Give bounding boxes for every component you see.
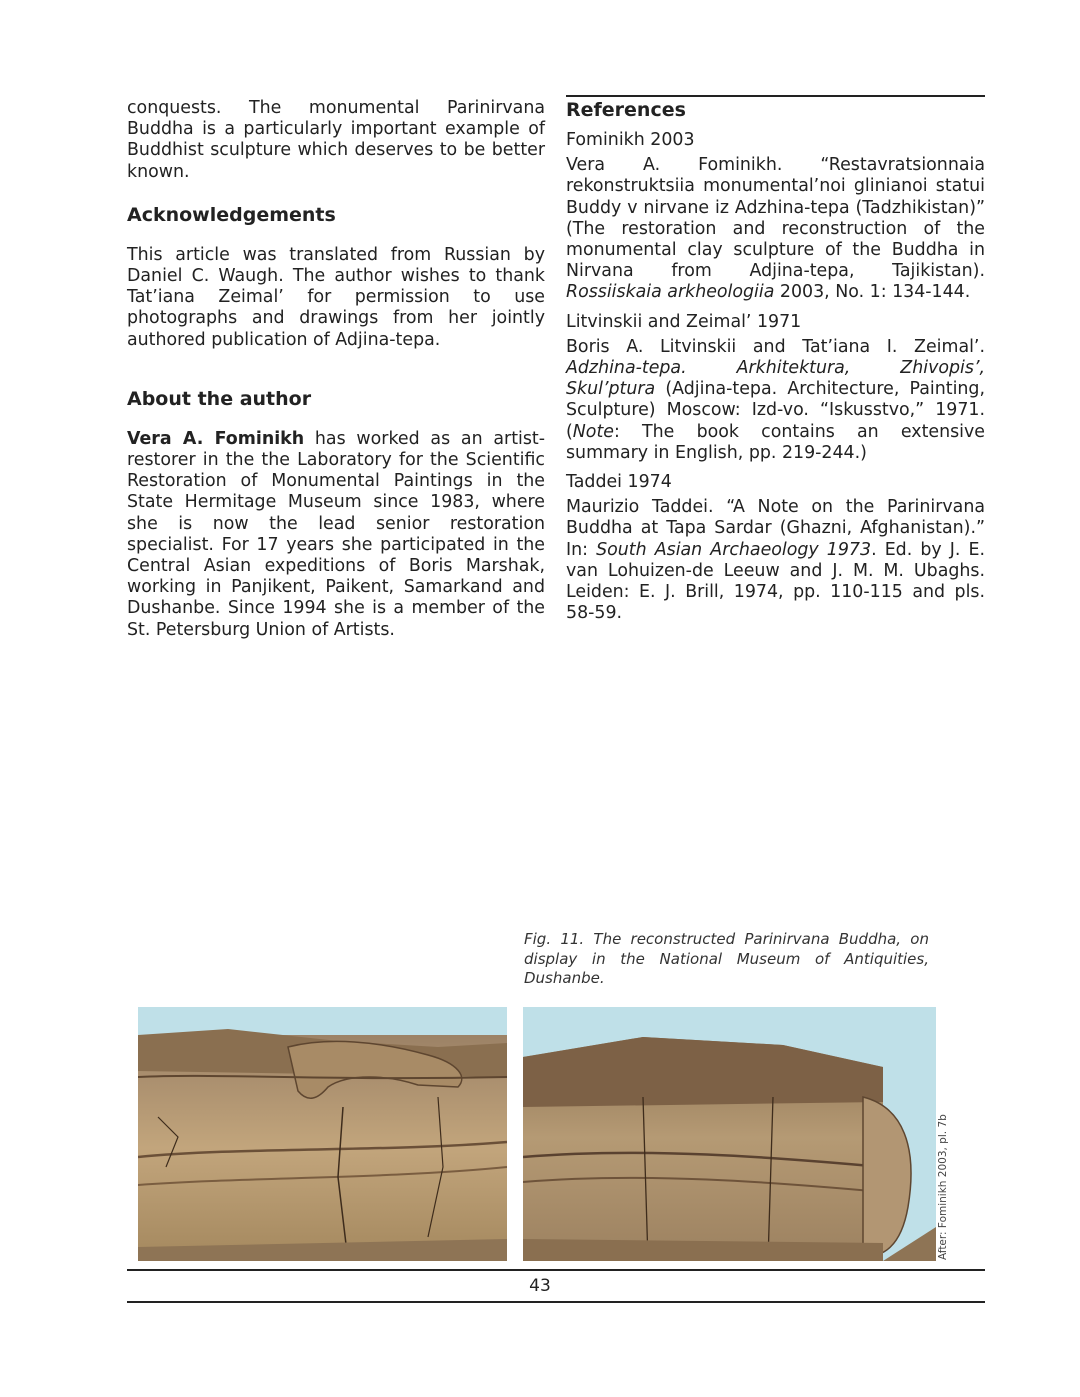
references-heading: References (566, 99, 686, 121)
ref3-text: Maurizio Taddei. “A Note on the Parinirvana Buddha at Tapa Sardar (Ghazni, Afghanistan).” In: (566, 497, 985, 560)
acknowledgements-heading: Acknowledgements (127, 203, 336, 226)
left-column (127, 98, 545, 641)
footer-rule-bottom (127, 1301, 985, 1303)
reference-entry-litvinskii (566, 337, 985, 464)
footer-rule-top (127, 1269, 985, 1271)
reference-key-taddei: Taddei 1974 (566, 472, 672, 493)
ref2-mid: (Adjina-tepa. Architecture, Painting, Sculpture) Moscow: Izd-vo. “Iskusstvo,” 1971. ( (566, 379, 985, 442)
ref3-tail: . Ed. by J. E. van Lohuizen-de Leeuw and J. M. M. Ubaghs. Leiden: E. J. Brill, 1974, pp. 110-115 and pls. 58-59. (566, 539, 986, 624)
page-number: 43 (529, 1276, 551, 1296)
author-bio-paragraph (127, 429, 545, 641)
author-bio-text: has worked as an artist-restorer in the the Laboratory for the Scientific Restoration of Monumental Paintings in the State Hermitage Museum since 1983, where she is now the lead senior restoration specialist. For 17 years she participated in the Central Asian expeditions of Boris Marshak, working in Panjikent, Paikent, Samarkand and Dushanbe. Since 1994 she is a member of the St. Petersburg Union of Artists. (127, 428, 545, 640)
photo-credit-text: After: Fominikh 2003, pl. 7b (937, 1114, 949, 1260)
ref1-tail: 2003, No. 1: 134-144. (774, 282, 971, 303)
right-column (566, 98, 985, 624)
reference-key-litvinskii: Litvinskii and Zeimal’ 1971 (566, 311, 802, 332)
photo-credit (937, 1100, 959, 1260)
ref2-note: Note (572, 421, 614, 442)
buddha-feet-photo (523, 1007, 936, 1261)
top-rule (566, 95, 985, 97)
author-name: Vera A. Fominikh (127, 428, 305, 449)
buddha-hand-photo (138, 1007, 507, 1261)
ref1-text: Vera A. Fominikh. “Restavratsionnaia rekonstruktsiia monumental’noi glinianoi statui Buddy v nirvane iz Adzhina-tepa (Tadzhikistan)” (The restoration and reconstruction of the monumental clay sculpture of the Buddha in Nirvana from Adjina-tepa, Tajikistan). (566, 155, 985, 282)
ref2-title: Adzhina-tepa. Arkhitektura, Zhivopis’, Skul’ptura (566, 358, 985, 400)
intro-paragraph: conquests. The monumental Parinirvana Buddha is a particularly important example of Buddhist sculpture which deserves to be better known. (127, 98, 545, 182)
ref2-text: Boris A. Litvinskii and Tat’iana I. Zeimal’. (566, 336, 985, 357)
acknowledgements-paragraph: This article was translated from Russian by Daniel C. Waugh. The author wishes to thank Tat’iana Zeimal’ for permission to use photographs and drawings from her jointly authored publication of Adjina-tepa. (127, 244, 545, 350)
about-author-heading: About the author (127, 387, 312, 410)
reference-entry-fominikh (566, 155, 985, 303)
reference-entry-taddei (566, 497, 985, 624)
figure-caption: Fig. 11. The reconstructed Parinirvana Buddha, on display in the National Museum of Antiquities, Dushanbe. (524, 930, 929, 987)
ref1-journal: Rossiiskaia arkheologiia (566, 282, 775, 303)
ref3-title: South Asian Archaeology 1973 (596, 539, 872, 560)
ref2-tail: : The book contains an extensive summary in English, pp. 219-244.) (566, 421, 985, 463)
reference-key-fominikh: Fominikh 2003 (566, 130, 695, 150)
